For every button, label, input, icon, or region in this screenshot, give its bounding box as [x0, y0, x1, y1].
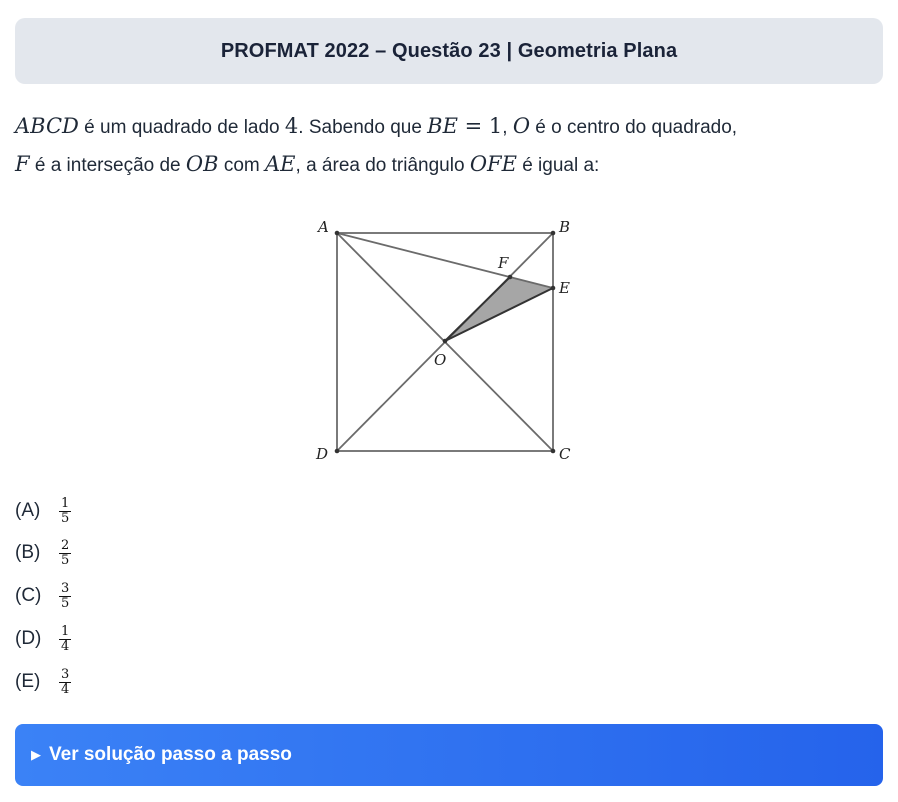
square-geometry-figure — [300, 210, 590, 470]
option-fraction — [59, 582, 71, 611]
question-title: PROFMAT 2022 – Questão 23 | Geometria Plana — [220, 39, 678, 62]
math-term: OFE — [469, 152, 517, 176]
math-term: OB — [185, 152, 219, 176]
statement-text: , — [502, 117, 513, 138]
problem-statement — [15, 108, 885, 184]
math-term: 4 — [284, 114, 299, 138]
option-d[interactable] — [15, 618, 71, 660]
label-a: A — [318, 218, 329, 236]
fraction-numerator: 3 — [61, 580, 70, 596]
label-d: D — [316, 445, 329, 463]
option-fraction — [59, 497, 71, 526]
fraction-denominator: 5 — [61, 510, 70, 526]
option-b[interactable] — [15, 532, 71, 574]
segment-ae — [337, 233, 553, 288]
fraction-numerator: 3 — [61, 666, 70, 682]
question-header — [15, 18, 883, 84]
math-term: = 1 — [457, 114, 503, 138]
fraction-numerator: 1 — [61, 495, 70, 511]
fraction-denominator: 4 — [61, 638, 70, 654]
label-o: O — [434, 351, 447, 369]
point-d — [335, 449, 340, 454]
option-fraction — [59, 668, 71, 697]
fraction-numerator: 2 — [61, 537, 70, 553]
option-label: (B) — [15, 542, 41, 563]
statement-text: é a interseção de — [29, 155, 186, 176]
option-label: (A) — [15, 500, 41, 521]
math-term: ABCD — [15, 114, 79, 138]
math-term: BE — [427, 114, 458, 138]
math-term: AE — [265, 152, 296, 176]
show-solution-button[interactable] — [15, 724, 883, 786]
label-e: E — [559, 279, 570, 297]
show-solution-label: Ver solução passo a passo — [49, 744, 292, 765]
fraction-denominator: 5 — [61, 595, 70, 611]
fraction-numerator: 1 — [61, 623, 70, 639]
math-term: O — [512, 114, 531, 138]
label-f: F — [498, 254, 509, 272]
label-c: C — [559, 445, 571, 463]
statement-text: é um quadrado de lado — [78, 117, 285, 138]
point-e — [551, 286, 556, 291]
play-triangle-icon: ▶ — [31, 747, 41, 762]
statement-text: , a área do triângulo — [295, 155, 470, 176]
option-fraction — [59, 539, 71, 568]
option-c[interactable] — [15, 575, 71, 617]
point-o — [443, 339, 448, 344]
statement-text: . Sabendo que — [298, 117, 428, 138]
point-b — [551, 231, 556, 236]
option-a[interactable] — [15, 490, 71, 532]
option-label: (E) — [15, 671, 41, 692]
statement-line-1 — [15, 108, 885, 146]
option-label: (C) — [15, 585, 42, 606]
statement-line-2 — [15, 146, 885, 184]
option-e[interactable] — [15, 661, 71, 703]
statement-text: com — [218, 155, 266, 176]
point-f — [508, 275, 513, 280]
statement-text: é o centro do quadrado, — [530, 117, 738, 138]
option-label: (D) — [15, 628, 42, 649]
math-term: F — [15, 152, 30, 176]
label-b: B — [559, 218, 571, 236]
fraction-denominator: 5 — [61, 552, 70, 568]
statement-text: é igual a: — [516, 155, 600, 176]
point-c — [551, 449, 556, 454]
fraction-denominator: 4 — [61, 681, 70, 697]
point-a — [335, 231, 340, 236]
option-fraction — [59, 625, 71, 654]
